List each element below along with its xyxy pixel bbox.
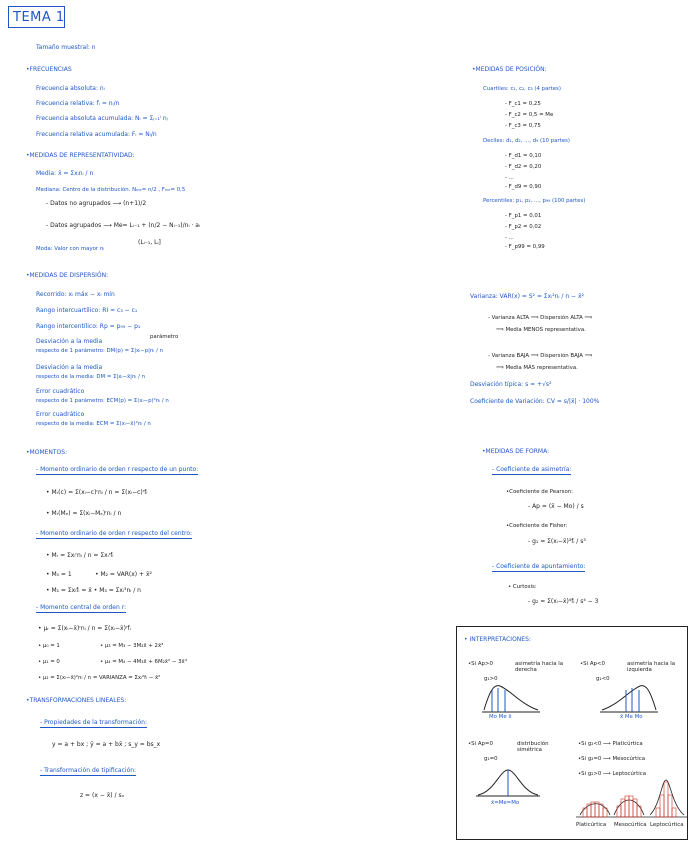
- var-alta1: - Varianza ALTA ⟹ Dispersión ALTA ⟹: [488, 315, 593, 321]
- mom-c2a: • μ₀ = 1: [38, 643, 60, 649]
- interp-a3-axis: x̄=Me=Mo: [491, 800, 520, 806]
- interp-k2: •Si g₂=0 ⟶ Mesocúrtica: [578, 756, 646, 762]
- mom-c3b: • μ₄ = M₄ − 4M₃x̄ + 6M₂x̄² − 3x̄⁴: [100, 659, 187, 665]
- var-alta2: ⟹ Media MENOS representativa.: [496, 327, 586, 333]
- pos-d3: - ...: [505, 175, 514, 181]
- forma-header: •MEDIDAS DE FORMA:: [482, 448, 550, 455]
- mom-m2: • Mᵣ(Mₑ) = Σ(xᵢ−Mₑ)ʳnᵢ / n: [46, 510, 122, 517]
- trans-sub2: - Transformación de tipificación:: [40, 767, 137, 774]
- interp-a2-result: asimetría hacia la izquierda: [627, 661, 676, 673]
- pos-cuartiles: Cuartiles: c₁, c₂, c₃ (4 partes): [483, 86, 561, 92]
- disp-ecm2-a: Error cuadrático: [36, 411, 85, 418]
- mom-header: •MOMENTOS:: [26, 449, 68, 456]
- mom-m5: • M₁ = Σxᵢfᵢ = x̄ • M₃ = Σxᵢ³nᵢ / n: [46, 587, 141, 594]
- forma-g1: - g₁ = Σ(xᵢ−x̄)³fᵢ / s³: [528, 538, 586, 545]
- freq-rel-acc: Frecuencia relativa acumulada: Fᵢ = Nᵢ/n: [36, 131, 157, 138]
- repr-agrup: - Datos agrupados ⟶ Me= Lᵢ₋₁ + (n/2 − Nᵢ₋₁)/nᵢ · aᵢ: [46, 222, 200, 229]
- freq-rel: Frecuencia relativa: fᵢ = nᵢ/n: [36, 100, 120, 107]
- repr-media: Media: x̄ = Σxᵢnᵢ / n: [36, 170, 94, 177]
- forma-ap: - Ap = (x̄ − Mo) / s: [528, 503, 584, 510]
- forma-sub2: - Coeficiente de apuntamiento:: [492, 563, 586, 570]
- pos-d9: - F_d9 = 0,90: [505, 184, 542, 190]
- disp-ecm1-a: Error cuadrático: [36, 388, 85, 395]
- mom-m1: • Mᵣ(c) = Σ(xᵢ−c)ʳnᵢ / n = Σ(xᵢ−c)ʳfᵢ: [46, 489, 148, 496]
- disp-recorrido: Recorrido: xᵢ máx − xᵢ mín: [36, 291, 115, 298]
- pos-p3: - ...: [505, 235, 514, 241]
- repr-no-agrup: - Datos no agrupados ⟶ (n+1)/2: [46, 200, 147, 207]
- forma-sub1: - Coeficiente de asimetría:: [492, 466, 572, 473]
- pos-q2: - F_c2 = 0,5 = Me: [505, 112, 554, 118]
- disp-desv1-b: respecto de 1 parámetro: DM(p) = Σ|xᵢ−p|nᵢ / n: [36, 348, 164, 354]
- interp-klabel-plati: Platicúrtica: [576, 822, 607, 828]
- mom-m4a: • M₀ = 1: [46, 571, 72, 578]
- freq-abs: Frecuencia absoluta: nᵢ: [36, 85, 105, 92]
- mom-sub2: - Momento ordinario de orden r respecto del centro:: [36, 530, 193, 537]
- pos-d2: - F_d2 = 0,20: [505, 164, 542, 170]
- repr-header: •MEDIDAS DE REPRESENTATIVIDAD:: [26, 152, 135, 159]
- curve-symmetric: [476, 770, 540, 796]
- var-cv: Coeficiente de Variación: CV = s/|x̄| · 100%: [470, 398, 600, 405]
- mom-m3: • Mᵣ = Σxᵢʳnᵢ / n = Σxᵢʳfᵢ: [46, 552, 114, 559]
- repr-interval: (Lᵢ₋₁, Lᵢ]: [138, 239, 161, 246]
- kurtosis-histograms: [576, 780, 688, 817]
- curve-left-skew: [600, 686, 658, 712]
- freq-header: •FRECUENCIAS: [26, 66, 72, 73]
- pos-q3: - F_c3 = 0,75: [505, 123, 541, 129]
- interp-a2: •Si Ap<0: [580, 661, 605, 667]
- interp-klabel-meso: Mesocúrtica: [614, 822, 647, 828]
- mom-c4: • μ₂ = Σ(xᵢ−x̄)²nᵢ / n = VARIANZA = Σxᵢ²fᵢ − x̄²: [38, 675, 161, 681]
- disp-ecm1-b: respecto de 1 parámetro: ECM(p) = Σ(xᵢ−p)²nᵢ / n: [36, 398, 169, 404]
- var-tipica: Desviación típica: s = +√s²: [470, 381, 552, 388]
- forma-pearson: •Coeficiente de Pearson:: [506, 489, 573, 495]
- repr-moda: Moda: Valor con mayor nᵢ: [36, 246, 105, 252]
- page-title: TEMA 1: [13, 10, 65, 25]
- trans-eq1: y = a + bx ; ȳ = a + bx̄ ; s_y = bs_x: [52, 741, 161, 748]
- curve-right-skew: [482, 686, 540, 712]
- interp-a1b: g₁>0: [484, 676, 498, 682]
- trans-sub1: - Propiedades de la transformación:: [40, 719, 147, 726]
- disp-ecm2-b: respecto de la media: ECM = Σ(xᵢ−x̄)²nᵢ / n: [36, 421, 151, 427]
- pos-p1: - F_p1 = 0,01: [505, 213, 542, 219]
- trans-header: •TRANSFORMACIONES LINEALES:: [26, 697, 127, 704]
- interp-a3b: g₁=0: [484, 756, 498, 762]
- pos-p2: - F_p2 = 0,02: [505, 224, 542, 230]
- interp-a1-axis: Mo Me x̄: [489, 714, 512, 720]
- forma-curtosis: • Curtosis:: [508, 584, 537, 590]
- mom-sub3: - Momento central de orden r:: [36, 604, 127, 611]
- interp-a1-result: asimetría hacia la derecha: [515, 661, 564, 673]
- mom-m4b: • M₂ = VAR(x) + x̄²: [95, 571, 152, 578]
- disp-desv2-b: respecto de la media: DM = Σ|xᵢ−x̄|nᵢ / n: [36, 374, 146, 380]
- interp-a3-result: distribución simétrica: [517, 741, 549, 753]
- repr-mediana: Mediana: Centro de la distribución. Nₘₑ= n/2 , Fₘₑ= 0,5: [36, 187, 186, 193]
- trans-eq2: z = (x − x̄) / sₓ: [80, 792, 125, 799]
- interp-klabel-lepto: Leptocúrtica: [650, 822, 684, 828]
- mom-sub1: - Momento ordinario de orden r respecto de un punto:: [36, 466, 199, 473]
- interp-header: • INTERPRETACIONES:: [464, 636, 531, 643]
- pos-q1: - F_c1 = 0,25: [505, 101, 541, 107]
- interp-a2-axis: x̄ Me Mo: [620, 714, 643, 720]
- interp-k1: •Si g₂<0 ⟶ Platicúrtica: [578, 741, 643, 747]
- var-baja1: - Varianza BAJA ⟹ Dispersión BAJA ⟹: [488, 353, 593, 359]
- pos-d1: - F_d1 = 0,10: [505, 153, 542, 159]
- interp-k3: •Si g₂>0 ⟶ Leptocúrtica: [578, 771, 647, 777]
- disp-param-note: parámetro: [150, 334, 179, 340]
- pos-deciles: Deciles: d₁, d₂, ..., d₉ (10 partes): [483, 138, 570, 144]
- forma-g2: - g₂ = Σ(xᵢ−x̄)⁴fᵢ / s⁴ − 3: [528, 598, 599, 605]
- disp-rango-inter: Rango intercuartílico: RI = c₃ − c₁: [36, 307, 138, 314]
- pos-p99: - F_p99 = 0,99: [505, 244, 545, 250]
- disp-desv1-a: Desviación a la media: [36, 338, 103, 345]
- freq-abs-acc: Frecuencia absoluta acumulada: Nᵢ = Σⱼ₌₁ⁱ nⱼ: [36, 115, 168, 122]
- disp-desv2-a: Desviación a la media: [36, 364, 103, 371]
- disp-header: •MEDIDAS DE DISPERSIÓN:: [26, 272, 109, 279]
- pos-percentiles: Percentiles: p₁, p₂, ..., p₉₉ (100 partes): [483, 198, 586, 204]
- pos-header: •MEDIDAS DE POSICIÓN:: [472, 66, 547, 73]
- disp-rango-interc: Rango intercentílico: Rp = p₉₉ − p₁: [36, 323, 141, 330]
- mom-c2b: • μ₃ = M₃ − 3M₂x̄ + 2x̄³: [100, 643, 164, 649]
- mom-c1: • μᵣ = Σ(xᵢ−x̄)ʳnᵢ / n = Σ(xᵢ−x̄)ʳfᵢ: [38, 625, 131, 632]
- sample-size: Tamaño muestral: n: [36, 44, 96, 51]
- interp-a3: •Si Ap=0: [468, 741, 493, 747]
- var-varianza: Varianza: VAR(x) = S² = Σxᵢ²nᵢ / n − x̄²: [470, 293, 584, 300]
- var-baja2: ⟹ Media MÁS representativa.: [496, 365, 578, 371]
- forma-fisher: •Coeficiente de Fisher:: [506, 523, 568, 529]
- mom-c3a: • μ₁ = 0: [38, 659, 60, 665]
- interp-a1: •Si Ap>0: [468, 661, 493, 667]
- interp-a2b: g₁<0: [596, 676, 610, 682]
